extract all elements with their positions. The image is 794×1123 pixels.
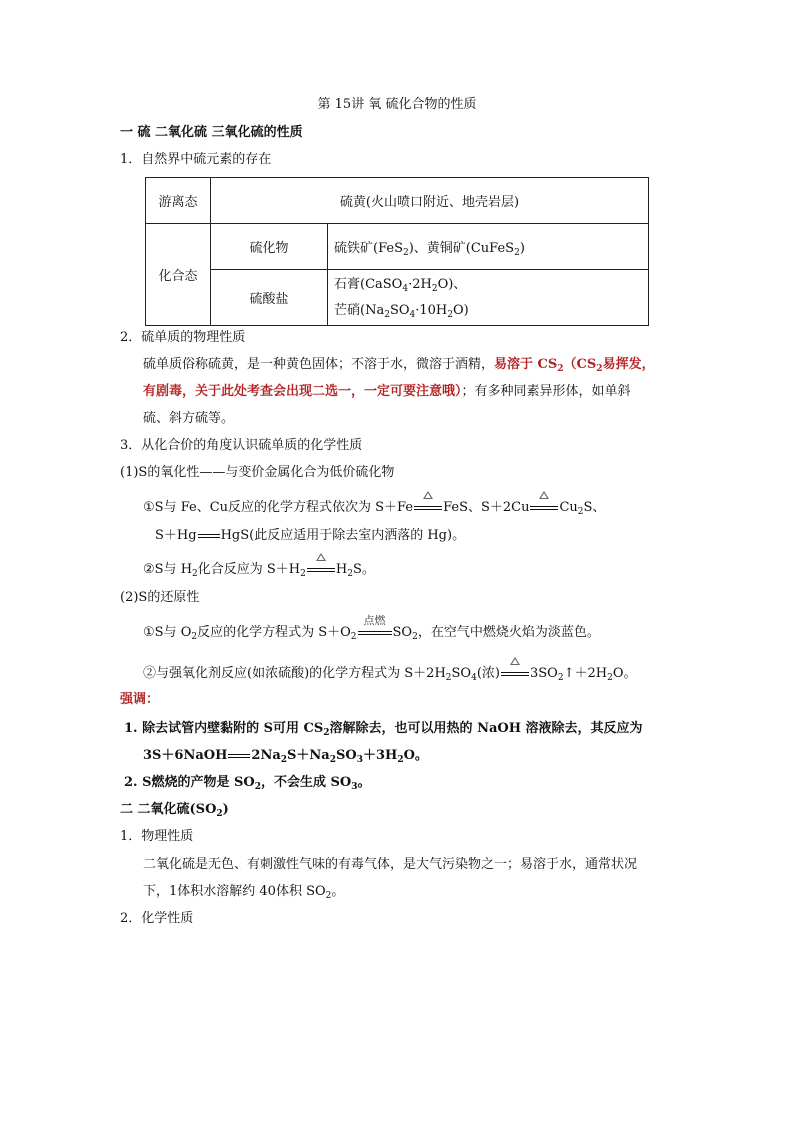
- item1-label: 1．自然界中硫元素的存在: [120, 152, 272, 167]
- heat-arrow: [307, 562, 335, 578]
- reaction-o2: ①S与 $O_2$反应的化学方程式为 $S+O_2$ 点燃 $SO_2$，在空气中燃烧火焰为淡蓝色。: [143, 613, 600, 642]
- section-heading-2: 二 二氧化硫$(SO_2)$: [120, 802, 229, 819]
- emphasis-equation: 3S＋6NaOH $2Na_2S+Na_2SO_3+3H_2O$。: [143, 748, 428, 765]
- physical-props-line2: 下，1体积水溶解约 40体积 $SO_2$。: [143, 884, 345, 901]
- oxidation-label: (1)S的氧化性——与变价金属化合为低价硫化物: [120, 465, 395, 480]
- section-heading-1: 一 硫 二氧化硫 三氧化硫的性质: [120, 125, 303, 140]
- physical-props-label: 1．物理性质: [120, 829, 194, 844]
- ignite-arrow: 点燃: [358, 625, 392, 641]
- sulfur-existence-table: [145, 177, 649, 326]
- reaction-fe-cu: ①S与 Fe、Cu反应的化学方程式依次为 S＋Fe FeS、S＋2Cu $Cu_2S$、: [143, 499, 605, 517]
- chemical-props-label: 2．化学性质: [120, 911, 194, 926]
- heat-arrow: [414, 500, 442, 516]
- item2-line1: 硫单质俗称硫黄，是一种黄色固体；不溶于水，微溶于酒精，易溶于 $CS_2(CS_2$易挥发，: [143, 357, 655, 374]
- sulfide-cell: 硫化物: [211, 224, 328, 270]
- reaction-hg: S＋Hg HgS(此反应适用于除去室内洒落的 Hg)。: [155, 528, 466, 543]
- item2-label: 2．硫单质的物理性质: [120, 330, 246, 345]
- item2-line3: 硫、斜方硫等。: [143, 411, 235, 426]
- sulfate-cell: 硫酸盐: [211, 270, 328, 326]
- compound-state-cell: 化合态: [146, 224, 211, 326]
- heat-arrow: [530, 500, 558, 516]
- emphasis-label: 强调：: [120, 692, 160, 707]
- reaction-h2so4: ②与强氧化剂反应(如浓硫酸)的化学方程式为 $S+2H_2SO_4$(浓) $3SO_2↑+2H_2O$。: [143, 665, 637, 683]
- reduction-label: (2)S的还原性: [120, 590, 200, 605]
- free-state-value: 硫黄(火山喷口附近、地壳岩层): [211, 178, 649, 224]
- item2-line2: 有剧毒，关于此处考查会出现二选一，一定可要注意哦）；有多种同素异形体，如单斜: [143, 384, 631, 399]
- emphasis-item-1: 1. 除去试管内壁黏附的 S可用 $CS_2$溶解除去，也可以用热的 NaOH 溶液除去，其反应为: [124, 721, 643, 738]
- page-title: 第 15讲 氧 硫化合物的性质: [317, 97, 477, 112]
- physical-props-line1: 二氧化硫是无色、有刺激性气味的有毒气体，是大气污染物之一；易溶于水，通常状况: [143, 857, 638, 872]
- heat-arrow: [501, 666, 529, 682]
- free-state-cell: 游离态: [146, 178, 211, 224]
- sulfate-value: 石膏$(CaSO_4\cdot 2H_2O)$、 芒硝$(Na_2SO_4\cdot 10H_2O)$: [328, 270, 649, 326]
- emphasis-item-2: 2. S燃烧的产物是 $SO_2$，不会生成 $SO_3$。: [124, 775, 371, 792]
- item3-label: 3．从化合价的角度认识硫单质的化学性质: [120, 438, 363, 453]
- sulfide-value: 硫铁矿(FeS$_2$)、黄铜矿(CuFeS$_2$): [328, 224, 649, 270]
- reaction-h2: ②S与 $H_2$化合反应为 $S+H_2$ $H_2S$。: [143, 561, 375, 579]
